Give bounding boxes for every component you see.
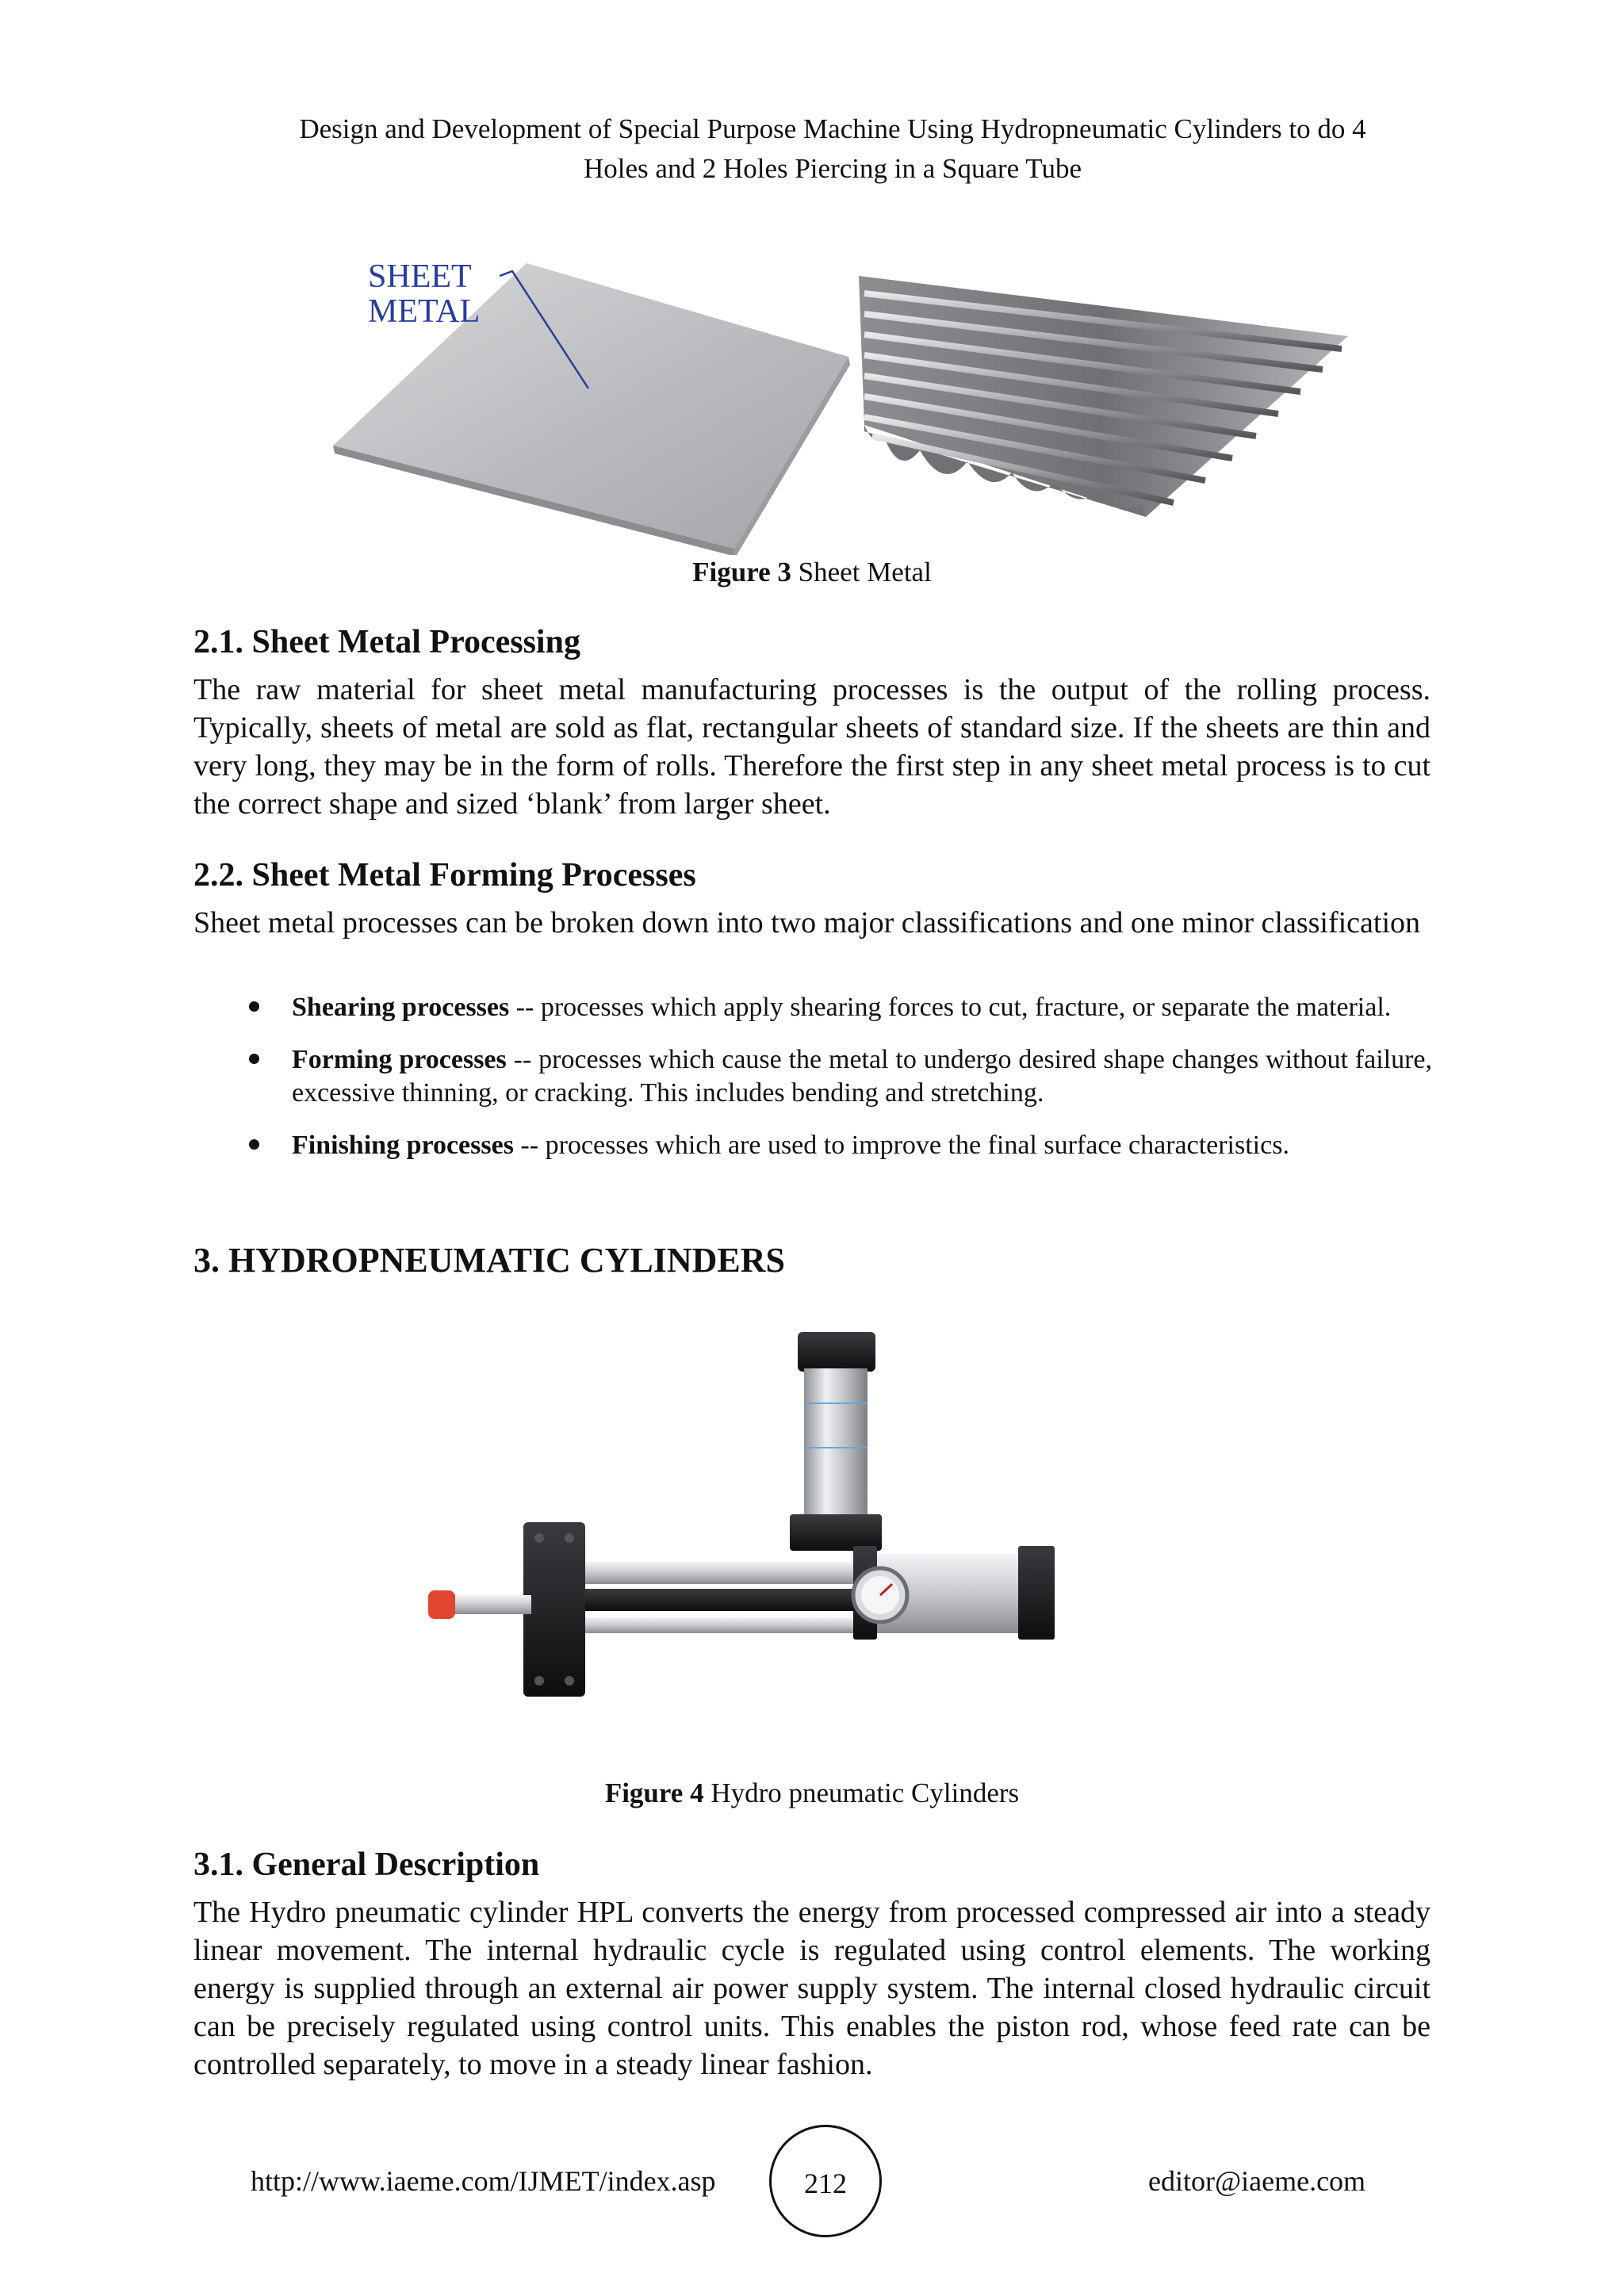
classification-list (238, 991, 1432, 1162)
section-2-1-heading: 2.1. Sheet Metal Processing (193, 624, 580, 660)
running-header-line-1: Design and Development of Special Purpose Machine Using Hydropneumatic Cylinders to do 4 (299, 113, 1366, 144)
figure-3-image (317, 238, 1364, 555)
figure-3-number: Figure 3 (692, 557, 791, 587)
sheet-metal-label-line-2: METAL (368, 293, 481, 330)
section-2-2-intro: Sheet metal processes can be broken down into two major classifications and one minor classification (193, 906, 1421, 939)
bullet-text: -- processes which are used to improve the final surface characteristics. (513, 1131, 1289, 1160)
bullet-term: Finishing processes (292, 1131, 514, 1160)
figure-4-text: Hydro pneumatic Cylinders (703, 1777, 1020, 1808)
running-header (190, 109, 1475, 189)
section-3-1-heading: 3.1. General Description (193, 1846, 540, 1883)
list-item-forming (238, 1043, 1432, 1110)
bullet-text: -- processes which apply shearing forces to cut, fracture, or separate the material. (509, 993, 1392, 1022)
sheet-metal-illustration (317, 238, 1364, 555)
footer-url[interactable]: http://www.iaeme.com/IJMET/index.asp (251, 2165, 716, 2197)
page-number: 212 (769, 2125, 882, 2237)
corrugated-sheet (859, 276, 1348, 517)
section-3-heading: 3. HYDROPNEUMATIC CYLINDERS (193, 1241, 786, 1280)
section-2-2-heading: 2.2. Sheet Metal Forming Processes (193, 857, 696, 894)
figure-3-text: Sheet Metal (791, 557, 932, 587)
figure-4-caption (0, 1777, 1624, 1809)
bullet-icon (249, 1139, 259, 1150)
bullet-term: Shearing processes (292, 993, 510, 1022)
bullet-text: -- processes which cause the metal to undergo desired shape changes without failure, excessive thinning, or cracking. This includes bending and stretching. (292, 1045, 1433, 1108)
section-2-1-body: The raw material for sheet metal manufacturing processes is the output of the rolling process. Typically, sheets of metal are sold as flat, rectangular sheets of standard size. If the sheets are thin and very long, they may be in the form of rolls. Therefore the first step in any sheet metal process is to cut the correct shape and sized ‘blank’ from larger sheet. (193, 673, 1431, 821)
figure-3-caption (0, 557, 1624, 588)
sheet-metal-label-line-1: SHEET (368, 258, 472, 295)
hydro-pneumatic-cylinder-illustration (381, 1300, 1237, 1744)
bullet-icon (249, 1001, 259, 1012)
list-item-finishing (238, 1129, 1432, 1162)
list-item-shearing (238, 991, 1432, 1024)
figure-4-number: Figure 4 (604, 1777, 704, 1808)
section-3-1-body: The Hydro pneumatic cylinder HPL converts the energy from processed compressed air into a steady linear movement. The internal hydraulic cycle is regulated using control elements. The working energy is supplied through an external air power supply system. The internal closed hydraulic circuit can be precisely regulated using control units. This enables the piston rod, whose feed rate can be controlled separately, to move in a steady linear fashion. (193, 1896, 1431, 2081)
bullet-icon (249, 1054, 259, 1064)
figure-4-image (381, 1300, 1237, 1744)
footer-email[interactable]: editor@iaeme.com (1148, 2165, 1366, 2197)
bullet-term: Forming processes (292, 1045, 507, 1074)
running-header-line-2: Holes and 2 Holes Piercing in a Square Tube (584, 153, 1082, 184)
